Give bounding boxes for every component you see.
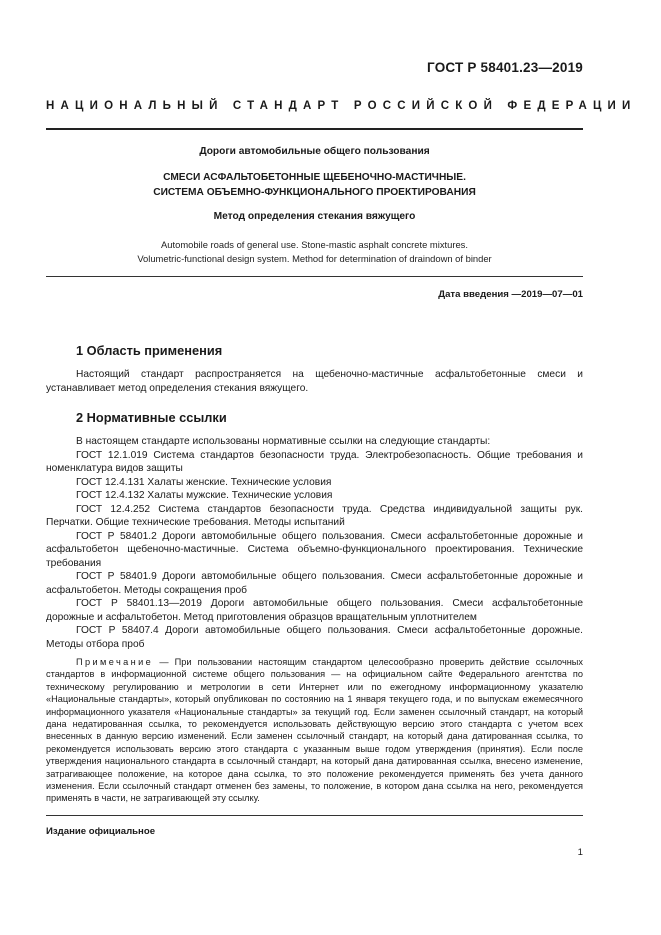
reference-item: ГОСТ 12.1.019 Система стандартов безопасности труда. Электробезопасность. Общие требования и номенклатура видов защиты (46, 449, 583, 474)
reference-item: ГОСТ Р 58401.13—2019 Дороги автомобильные общего пользования. Смеси асфальтобетонные дорожные и асфальтобетон. Метод приготовления образцов вращательным уплотнителем (46, 598, 583, 623)
section-2-heading: 2 Нормативные ссылки (76, 410, 227, 425)
note-text: — При пользовании настоящим стандартом целесообразно проверить действие ссылочных стандартов в информационной системе общего пользования — на официальном сайте Федерального агентства по техническому регулированию и метрологии в сети Интернет или по ежегодному информационному указателю «Национальные стандарты», который опубликован по состоянию на 1 января текущего года, и по выпускам ежемесячного информационного указателя «Национальные стандарты» за текущий год. Если заменен ссылочный стандарт, на который дана недатированная ссылка, то рекомендуется использовать действующую версию этого стандарта с учетом всех внесенных в данную версию изменений. Если заменен ссылочный стандарт, на который дана датированная ссылка, то рекомендуется использовать версию этого стандарта с указанным выше годом утверждения (принятия). Если после утверждения национального стандарта в ссылочный стандарт, на который дана датированная ссылка, внесено изменение, затрагивающее положение, на которое дана ссылка, то это положение рекомендуется применять без учета данного изменения. Если ссылочный стандарт отменен без замены, то положение, в котором дана ссылка на него, рекомендуется применять в части, не затрагивающей эту ссылку. (46, 657, 583, 804)
reference-item: ГОСТ Р 58401.9 Дороги автомобильные общего пользования. Смеси асфальтобетонные дорожные и асфальтобетон. Методы сокращения проб (46, 571, 583, 596)
title-english (46, 238, 583, 265)
title-divider (46, 276, 583, 277)
normative-references-list (46, 435, 583, 651)
title-group: Дороги автомобильные общего пользования (199, 146, 430, 157)
references-note (46, 656, 583, 805)
edition-label: Издание официальное (46, 826, 156, 837)
section-1-heading: 1 Область применения (76, 343, 223, 358)
page-number: 1 (577, 847, 583, 858)
footer-divider (46, 815, 583, 816)
reference-item: ГОСТ Р 58401.2 Дороги автомобильные общего пользования. Смеси асфальтобетонные дорожные и асфальтобетон щебеночно-мастичные. Система объемно-функционального проектирования. Технические требования (46, 530, 583, 569)
note-label: Примечание (76, 657, 154, 667)
title-main-line1: СМЕСИ АСФАЛЬТОБЕТОННЫЕ ЩЕБЕНОЧНО-МАСТИЧНЫЕ. (163, 172, 466, 183)
title-method: Метод определения стекания вяжущего (213, 211, 416, 222)
section-1-text (46, 368, 583, 395)
reference-item: ГОСТ 12.4.131 Халаты женские. Технические условия (76, 476, 332, 488)
title-main (46, 170, 583, 200)
title-english-line1: Automobile roads of general use. Stone-mastic asphalt concrete mixtures. (161, 239, 468, 250)
document-code: ГОСТ Р 58401.23—2019 (427, 60, 583, 75)
header-divider (46, 128, 583, 130)
references-intro: В настоящем стандарте использованы нормативные ссылки на следующие стандарты: (76, 436, 491, 447)
introduction-date: Дата введения —2019—07—01 (438, 289, 583, 300)
title-english-line2: Volumetric-functional design system. Method for determination of draindown of binder (137, 252, 492, 264)
national-standard-label: НАЦИОНАЛЬНЫЙ СТАНДАРТ РОССИЙСКОЙ ФЕДЕРАЦИИ (46, 100, 637, 112)
reference-item: ГОСТ 12.4.132 Халаты мужские. Технические условия (76, 490, 333, 501)
reference-item: ГОСТ Р 58407.4 Дороги автомобильные общего пользования. Смеси асфальтобетонные дорожные. Методы отбора проб (46, 625, 583, 650)
title-main-line2: СИСТЕМА ОБЪЕМНО-ФУНКЦИОНАЛЬНОГО ПРОЕКТИРОВАНИЯ (153, 187, 476, 198)
section-1-paragraph: Настоящий стандарт распространяется на щебеночно-мастичные асфальтобетонные смеси и устанавливает метод определения стекания вяжущего. (46, 369, 583, 394)
reference-item: ГОСТ 12.4.252 Система стандартов безопасности труда. Средства индивидуальной защиты рук. Перчатки. Общие технические требования. Методы испытаний (46, 503, 583, 528)
